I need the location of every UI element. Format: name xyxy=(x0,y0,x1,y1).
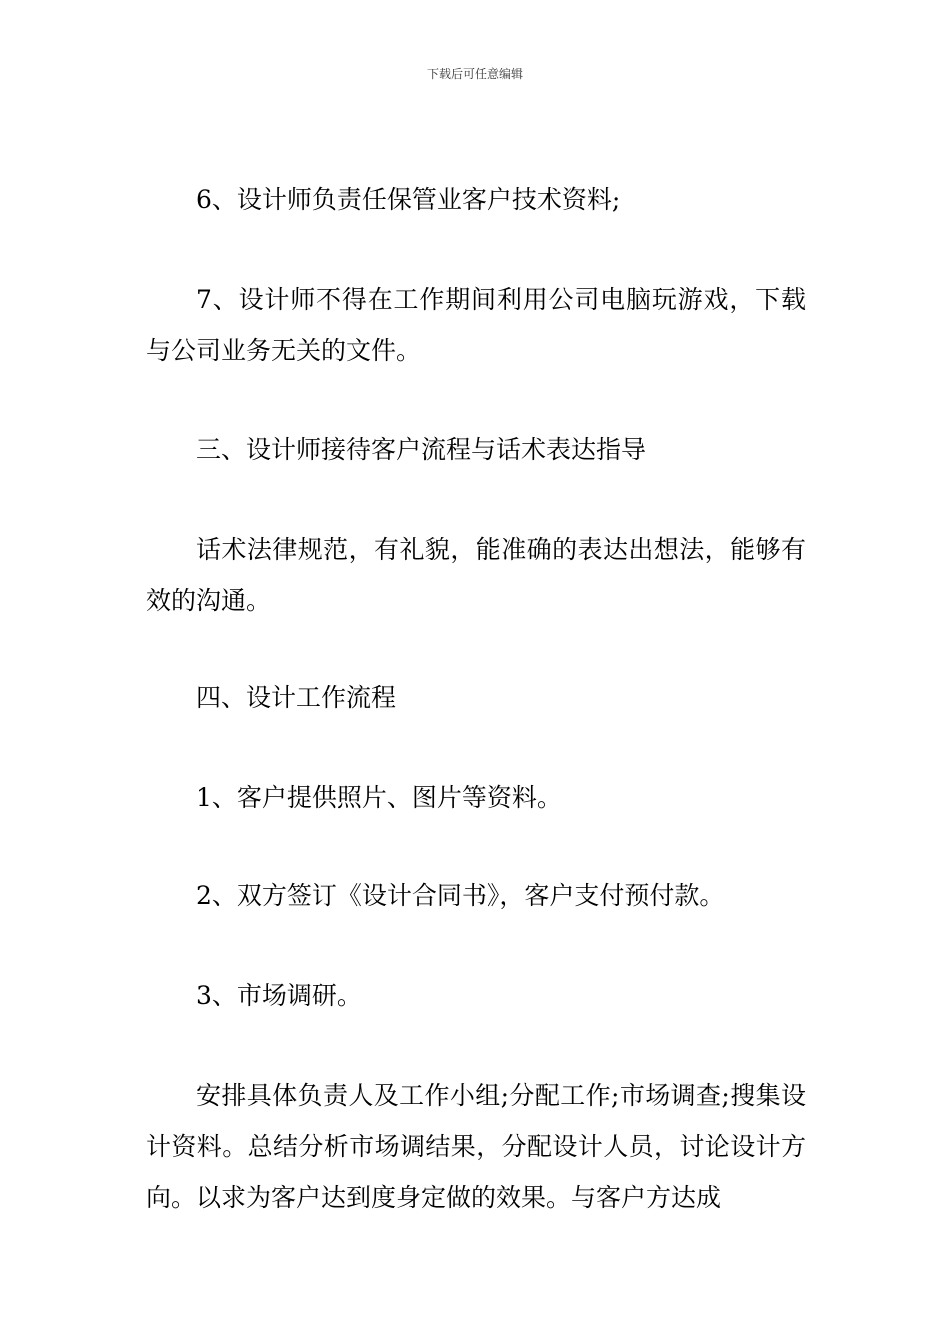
workflow-step-1: 1、客户提供照片、图片等资料。 xyxy=(196,783,562,812)
paragraph-item-6: 6、设计师负责任保管业客户技术资料; xyxy=(196,185,621,214)
paragraph-market-research: 安排具体负责人及工作小组;分配工作;市场调查;搜集设计资料。总结分析市场调结果，分配设计人员，讨论设计方向。以求为客户达到度身定做的效果。与客户方达成 xyxy=(146,1081,806,1212)
page-header: 下载后可任意编辑 xyxy=(426,67,523,81)
paragraph-item-7: 7、设计师不得在工作期间利用公司电脑玩游戏，下载与公司业务无关的文件。 xyxy=(146,285,806,365)
section-heading-4: 四、设计工作流程 xyxy=(196,683,397,712)
paragraph-speech-guidance: 话术法律规范，有礼貌，能准确的表达出想法，能够有效的沟通。 xyxy=(146,535,806,615)
workflow-step-2: 2、双方签订《设计合同书》，客户支付预付款。 xyxy=(196,881,725,910)
section-heading-3: 三、设计师接待客户流程与话术表达指导 xyxy=(196,435,647,464)
workflow-step-3: 3、市场调研。 xyxy=(196,981,362,1010)
